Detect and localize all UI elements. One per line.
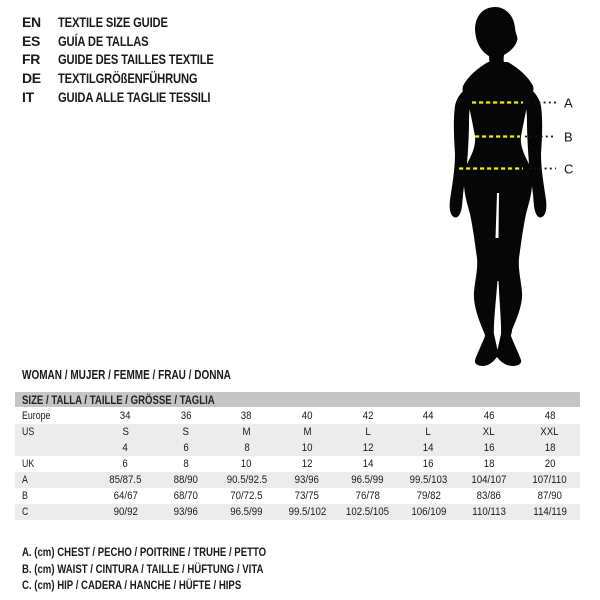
row-label-text: US <box>22 426 35 438</box>
size-cell <box>459 410 520 422</box>
size-cell-text: S <box>182 426 190 438</box>
language-row <box>22 87 253 106</box>
language-code: IT <box>22 88 34 105</box>
size-cell <box>277 506 338 518</box>
size-cell <box>338 442 399 454</box>
language-code: EN <box>22 14 41 31</box>
size-cell-text: 44 <box>423 410 434 422</box>
size-cell-text: 107/110 <box>532 474 567 486</box>
size-cell-text: 83/86 <box>476 490 502 502</box>
legend-line <box>22 577 327 593</box>
size-cell-text: 18 <box>544 442 556 454</box>
size-cell <box>338 474 399 486</box>
legend-line <box>22 560 327 576</box>
size-cell <box>216 410 277 422</box>
size-table <box>15 392 580 520</box>
language-title: GUÍA DE TALLAS <box>58 32 149 49</box>
size-cell <box>216 426 277 438</box>
size-cell <box>459 506 520 518</box>
language-title: GUIDE DES TAILLES TEXTILE <box>58 51 214 68</box>
size-cell <box>398 474 459 486</box>
size-cell-text: 12 <box>301 458 313 470</box>
size-cell <box>519 474 580 486</box>
size-cell <box>398 490 459 502</box>
size-cell-text: 20 <box>544 458 556 470</box>
size-cell-text: 36 <box>180 410 192 422</box>
size-cell-text: 76/78 <box>355 490 380 502</box>
size-cell <box>95 442 156 454</box>
row-label-text: B <box>22 490 28 502</box>
row-label-text: A <box>22 474 28 486</box>
size-cell <box>459 426 520 438</box>
row-label <box>15 410 95 422</box>
size-cell <box>277 426 338 438</box>
size-cell-text: 99.5/102 <box>288 506 327 518</box>
size-cell <box>156 426 217 438</box>
size-cell-text: 10 <box>241 458 252 470</box>
size-cell-text: 42 <box>362 410 374 422</box>
size-cell <box>398 458 459 470</box>
size-cell <box>95 410 156 422</box>
size-cell-text: XL <box>483 426 495 438</box>
size-cell-text: 18 <box>483 458 495 470</box>
language-code: DE <box>22 70 41 87</box>
size-cell <box>338 506 399 518</box>
size-cell-text: 34 <box>119 410 131 422</box>
size-cell-text: 68/70 <box>173 490 199 502</box>
size-cell <box>277 458 338 470</box>
language-list <box>22 13 253 106</box>
chest-label: A <box>564 95 573 111</box>
size-cell-text: 46 <box>483 410 495 422</box>
size-cell <box>398 442 459 454</box>
size-cell <box>156 442 217 454</box>
size-cell <box>216 458 277 470</box>
legend-line-text: A. (cm) CHEST / PECHO / POITRINE / TRUHE / PETTO <box>22 545 267 560</box>
size-cell <box>216 490 277 502</box>
size-cell-text: 16 <box>423 458 434 470</box>
language-title: TEXTILE SIZE GUIDE <box>58 14 168 31</box>
row-label <box>15 474 95 486</box>
size-cell <box>216 474 277 486</box>
language-code: ES <box>22 32 41 49</box>
hip-label: C <box>564 161 574 177</box>
size-cell-text: 4 <box>122 442 129 454</box>
size-cell <box>338 458 399 470</box>
size-cell <box>338 426 399 438</box>
size-table-row <box>15 424 580 440</box>
size-cell <box>156 490 217 502</box>
size-cell <box>95 458 156 470</box>
size-cell-text: 70/72.5 <box>230 490 263 502</box>
language-row <box>22 69 253 88</box>
size-cell-text: 14 <box>362 458 374 470</box>
size-cell <box>338 410 399 422</box>
size-cell-text: 104/107 <box>471 474 507 486</box>
section-title <box>22 368 283 382</box>
size-cell-text: 88/90 <box>173 474 199 486</box>
size-cell <box>519 410 580 422</box>
size-cell-text: 6 <box>122 458 129 470</box>
woman-silhouette <box>450 7 547 366</box>
size-cell <box>156 474 217 486</box>
size-cell-text: 6 <box>183 442 189 454</box>
size-cell-text: 48 <box>544 410 556 422</box>
size-cell-text: 10 <box>301 442 313 454</box>
size-cell-text: 93/96 <box>295 474 320 486</box>
section-title-text: WOMAN / MUJER / FEMME / FRAU / DONNA <box>22 368 231 382</box>
size-cell-text: 87/90 <box>537 490 562 502</box>
size-cell-text: 73/75 <box>295 490 320 502</box>
size-cell <box>459 474 520 486</box>
waist-label: B <box>564 129 573 145</box>
size-table-row <box>15 456 580 472</box>
size-cell <box>459 490 520 502</box>
size-cell <box>459 458 520 470</box>
size-table-row <box>15 472 580 488</box>
size-cell <box>95 490 156 502</box>
size-cell-text: 102.5/105 <box>346 506 390 518</box>
size-cell <box>519 490 580 502</box>
size-table-body <box>15 408 580 520</box>
language-row <box>22 32 253 51</box>
size-cell-text: 90.5/92.5 <box>226 474 267 486</box>
size-cell <box>156 458 217 470</box>
size-cell-text: 96.5/99 <box>351 474 384 486</box>
size-cell-text: S <box>122 426 129 438</box>
language-code: FR <box>22 51 41 68</box>
size-cell <box>398 426 459 438</box>
size-cell <box>156 506 217 518</box>
legend-line-text: C. (cm) HIP / CADERA / HANCHE / HÜFTE / HIPS <box>22 577 242 592</box>
size-table-row <box>15 440 580 456</box>
size-cell-text: 93/96 <box>173 506 199 518</box>
size-cell-text: 79/82 <box>416 490 441 502</box>
size-cell <box>156 410 217 422</box>
size-cell-text: 8 <box>243 442 250 454</box>
legend-line <box>22 544 327 560</box>
size-cell-text: 12 <box>362 442 374 454</box>
legend-line-text: B. (cm) WAIST / CINTURA / TAILLE / HÜFTUNG / VITA <box>22 561 264 576</box>
row-label <box>15 506 95 518</box>
size-cell <box>519 442 580 454</box>
size-cell <box>277 474 338 486</box>
row-label <box>15 458 95 470</box>
size-cell <box>95 426 156 438</box>
size-cell <box>519 458 580 470</box>
language-title: GUIDA ALLE TAGLIE TESSILI <box>58 88 211 105</box>
woman-silhouette-figure <box>430 0 600 380</box>
size-cell-text: 99.5/103 <box>409 474 448 486</box>
size-cell-text: 8 <box>183 458 189 470</box>
size-cell-text: 16 <box>483 442 495 454</box>
size-cell-text: 85/87.5 <box>109 474 142 486</box>
size-cell-text: L <box>425 426 432 438</box>
size-table-header <box>15 392 580 407</box>
size-cell <box>277 490 338 502</box>
size-cell-text: 40 <box>301 410 313 422</box>
size-cell <box>277 442 338 454</box>
row-label-text: Europe <box>22 410 51 422</box>
row-label <box>15 442 95 454</box>
size-cell-text: L <box>365 426 371 438</box>
size-cell-text: M <box>303 426 312 438</box>
row-label <box>15 490 95 502</box>
size-cell-text: 14 <box>423 442 434 454</box>
measurement-legend <box>22 544 327 593</box>
size-cell-text: M <box>242 426 251 438</box>
size-cell-text: 96.5/99 <box>230 506 263 518</box>
size-cell <box>459 442 520 454</box>
size-cell <box>338 490 399 502</box>
language-title: TEXTILGRÖßENFÜHRUNG <box>58 70 198 87</box>
language-row <box>22 50 253 69</box>
size-cell-text: 114/119 <box>532 506 567 518</box>
size-table-row <box>15 408 580 424</box>
size-cell-text: XXL <box>540 426 559 438</box>
row-label <box>15 426 95 438</box>
size-cell <box>216 506 277 518</box>
size-cell-text: 106/109 <box>410 506 446 518</box>
size-cell-text: 38 <box>241 410 252 422</box>
size-cell <box>95 506 156 518</box>
size-cell <box>398 410 459 422</box>
size-cell-text: 90/92 <box>113 506 138 518</box>
row-label-text: C <box>22 506 29 518</box>
size-cell-text: 64/67 <box>113 490 138 502</box>
size-table-row <box>15 504 580 520</box>
row-label-text: UK <box>22 458 35 470</box>
size-cell <box>95 474 156 486</box>
size-table-header-text: SIZE / TALLA / TAILLE / GRÖSSE / TAGLIA <box>22 392 215 407</box>
size-cell <box>519 426 580 438</box>
size-cell <box>398 506 459 518</box>
size-cell <box>519 506 580 518</box>
size-cell <box>216 442 277 454</box>
size-table-row <box>15 488 580 504</box>
size-cell-text: 110/113 <box>472 506 506 518</box>
size-cell <box>277 410 338 422</box>
language-row <box>22 13 253 32</box>
